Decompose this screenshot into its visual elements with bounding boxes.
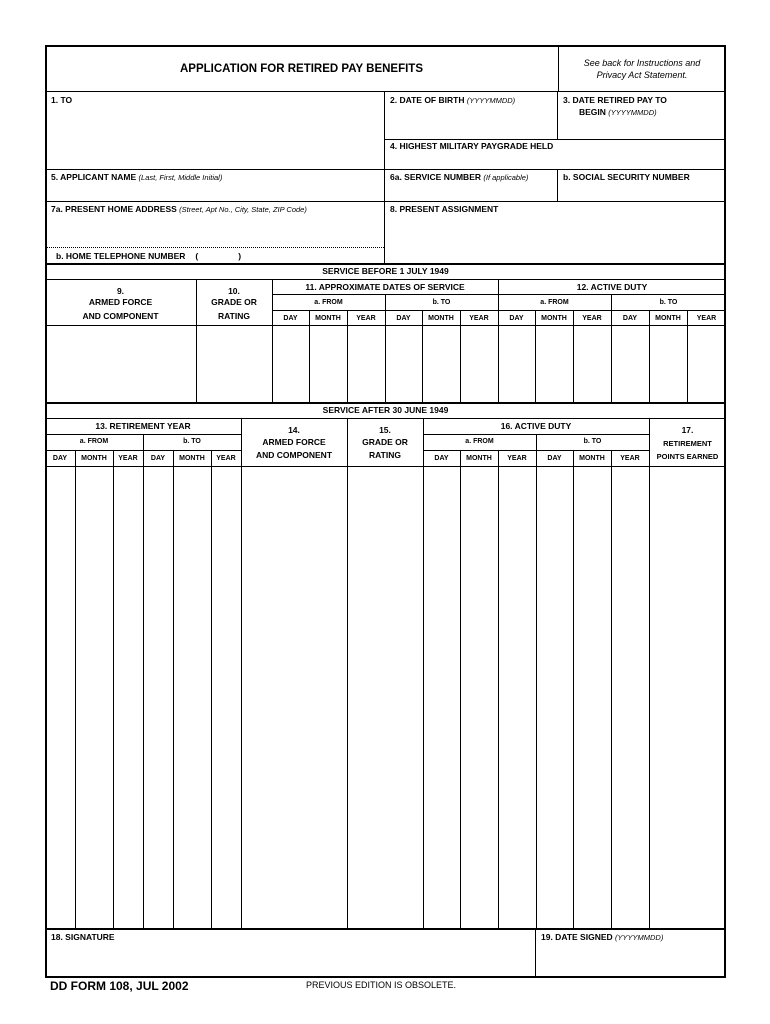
col-12-heading: 12. ACTIVE DUTY — [576, 282, 648, 292]
a13b-year: YEAR — [216, 455, 236, 462]
field-2-dob-label: 2. DATE OF BIRTH (YYYYMMDD) — [390, 95, 516, 105]
col-11a-from: a. FROM — [314, 299, 343, 306]
privacy-note: Privacy Act Statement. — [596, 70, 688, 80]
b11a-day: DAY — [283, 315, 298, 322]
field-6b-ssn-label: b. SOCIAL SECURITY NUMBER — [563, 172, 690, 182]
b11b-month: MONTH — [428, 315, 454, 322]
col-10-label-1: GRADE OR — [211, 297, 257, 307]
col-13-heading: 13. RETIREMENT YEAR — [95, 421, 191, 431]
form-title: APPLICATION FOR RETIRED PAY BENEFITS — [179, 63, 424, 75]
b12b-month: MONTH — [655, 315, 681, 322]
col-14-label-1: ARMED FORCE — [262, 437, 326, 447]
field-19-date-signed[interactable] — [537, 944, 724, 976]
a13a-year: YEAR — [118, 455, 138, 462]
col-10-number: 10. — [228, 286, 240, 296]
b12b-day: DAY — [622, 315, 638, 322]
a13b-month: MONTH — [179, 455, 205, 462]
section-after-1949-heading: SERVICE AFTER 30 JUNE 1949 — [322, 405, 449, 415]
field-1-to[interactable] — [47, 107, 384, 167]
a13a-day: DAY — [52, 455, 68, 462]
col-11b-to: b. TO — [432, 299, 451, 306]
col-17-label-2: POINTS EARNED — [656, 452, 719, 461]
col-17-label-1: RETIREMENT — [663, 439, 712, 448]
after-1949-entry-area[interactable] — [47, 468, 724, 927]
col-13b-to: b. TO — [183, 438, 201, 445]
b11b-day: DAY — [396, 315, 411, 322]
field-18-signature-label: 18. SIGNATURE — [51, 932, 115, 942]
b11b-year: YEAR — [469, 315, 489, 322]
b12a-month: MONTH — [541, 315, 567, 322]
section-before-1949-heading: SERVICE BEFORE 1 JULY 1949 — [322, 266, 449, 276]
field-1-to-label: 1. TO — [51, 95, 73, 105]
field-2-dob[interactable] — [386, 107, 557, 138]
a16a-month: MONTH — [466, 455, 492, 462]
field-8-present-assignment[interactable] — [386, 216, 724, 262]
col-9-label-2: AND COMPONENT — [82, 311, 159, 321]
field-19-date-signed-label: 19. DATE SIGNED (YYYYMMDD) — [541, 932, 664, 942]
field-7a-address-label: 7a. PRESENT HOME ADDRESS (Street, Apt No., City, State, ZIP Code) — [51, 204, 307, 214]
b11a-year: YEAR — [356, 315, 376, 322]
field-4-paygrade-label: 4. HIGHEST MILITARY PAYGRADE HELD — [390, 141, 554, 151]
field-5-name-label: 5. APPLICANT NAME (Last, First, Middle Initial) — [51, 172, 223, 182]
field-3-retire-date-label2: BEGIN (YYYYMMDD) — [579, 107, 657, 117]
a13a-month: MONTH — [81, 455, 107, 462]
a16a-day: DAY — [434, 455, 449, 462]
field-4-paygrade[interactable] — [386, 153, 724, 169]
col-11-heading: 11. APPROXIMATE DATES OF SERVICE — [305, 282, 465, 292]
field-3-retire-date[interactable] — [559, 120, 724, 138]
b12a-day: DAY — [509, 315, 524, 322]
col-9-number: 9. — [116, 286, 125, 296]
field-7a-home-address[interactable] — [47, 216, 384, 246]
col-14-number: 14. — [288, 425, 300, 435]
col-14-label-2: AND COMPONENT — [255, 450, 333, 460]
col-9-label-1: ARMED FORCE — [88, 297, 153, 307]
field-7b-home-phone[interactable] — [270, 249, 384, 263]
before-1949-entry-area[interactable] — [47, 327, 724, 401]
field-8-assignment-label: 8. PRESENT ASSIGNMENT — [390, 204, 499, 214]
b11a-month: MONTH — [315, 315, 341, 322]
field-6b-ssn[interactable] — [559, 184, 724, 200]
col-10-label-2: RATING — [218, 311, 250, 321]
col-12b-to: b. TO — [659, 299, 678, 306]
col-16a-from: a. FROM — [465, 438, 494, 445]
a16b-day: DAY — [547, 455, 562, 462]
col-15-number: 15. — [379, 425, 391, 435]
col-15-label-2: RATING — [369, 450, 401, 460]
field-3-retire-date-label: 3. DATE RETIRED PAY TO — [563, 95, 667, 105]
field-6a-service-number-label: 6a. SERVICE NUMBER (If applicable) — [390, 172, 529, 182]
col-12a-from: a. FROM — [540, 299, 569, 306]
a16b-month: MONTH — [579, 455, 605, 462]
b12a-year: YEAR — [582, 315, 602, 322]
col-16-heading: 16. ACTIVE DUTY — [500, 421, 572, 431]
col-15-label-1: GRADE OR — [362, 437, 408, 447]
form-identifier: DD FORM 108, JUL 2002 — [50, 979, 189, 993]
col-17-number: 17. — [681, 425, 694, 435]
a16a-year: YEAR — [507, 455, 527, 462]
a16b-year: YEAR — [620, 455, 640, 462]
field-5-applicant-name[interactable] — [47, 184, 384, 200]
a13b-day: DAY — [150, 455, 166, 462]
field-6a-service-number[interactable] — [386, 184, 557, 200]
obsolete-notice: PREVIOUS EDITION IS OBSOLETE. — [306, 980, 457, 990]
field-18-signature[interactable] — [47, 944, 535, 976]
col-13a-from: a. FROM — [79, 438, 109, 445]
field-7b-phone-label: b. HOME TELEPHONE NUMBER ( ) — [56, 251, 242, 261]
b12b-year: YEAR — [696, 315, 717, 322]
col-16b-to: b. TO — [583, 438, 602, 445]
instructions-note: See back for Instructions and — [583, 58, 701, 68]
